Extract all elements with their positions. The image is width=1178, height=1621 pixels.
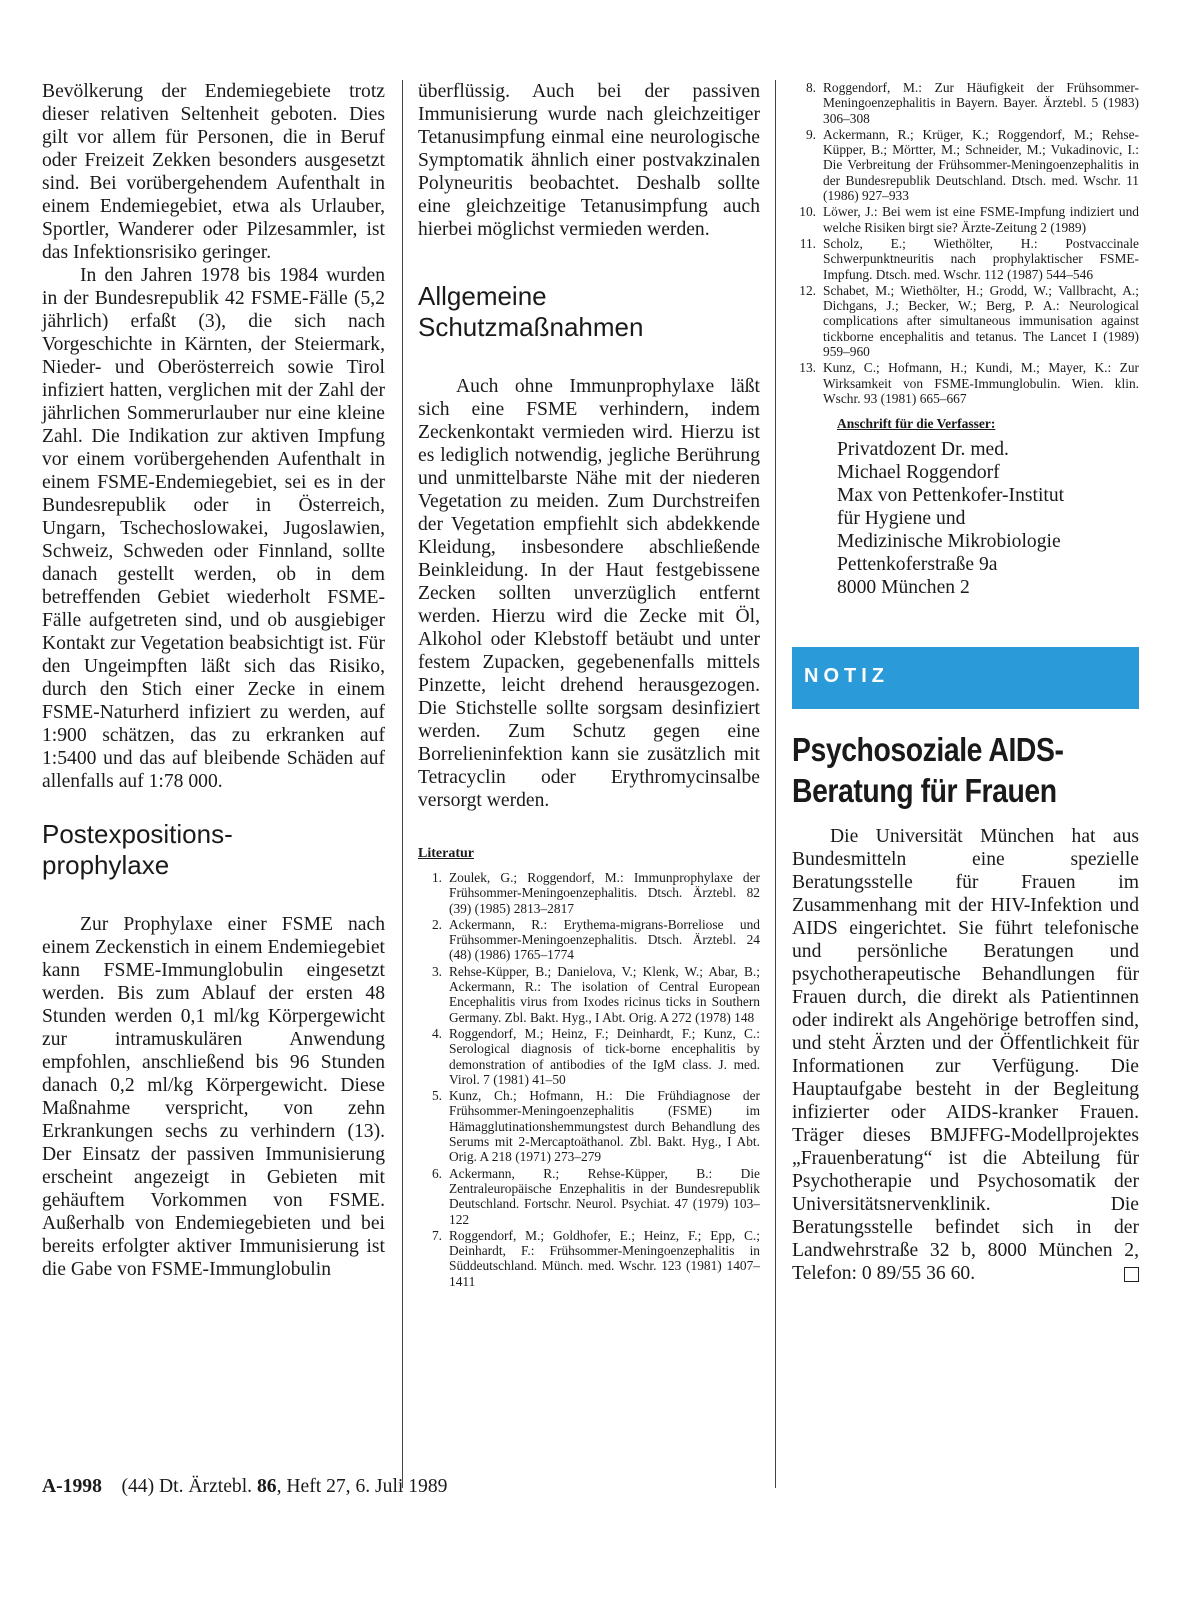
paragraph: überflüssig. Auch bei der passiven Immunisierung wurde nach gleichzeitiger Tetanusimpfung einmal eine neurologische Symptomatik ähnlich einer postvakzinalen Polyneuritis beobachtet. Deshalb sollte eine gleichzeitige Tetanusimpfung auch hierbei möglichst vermieden werden. xyxy=(418,81,760,240)
notiz-banner xyxy=(792,647,1139,709)
address-line: Privatdozent Dr. med. xyxy=(837,439,1009,461)
reference-item: 8. Roggendorf, M.: Zur Häufigkeit der Frühsommer-Meningoenzephalitis in Bayern. Bayer. Ärztebl. 5 (1983) 306–308 xyxy=(805,80,1139,126)
journal-ref: (44) Dt. Ärztebl. xyxy=(121,1476,253,1497)
reference-item: 6. Ackermann, R.; Rehse-Küpper, B.: Die Zentraleuropäische Enzephalitis in der Bundesrepublik Deutschland. Fortschr. Neurol. Psychiat. 47 (1979) 103–122 xyxy=(431,1165,760,1227)
section-heading-postexposition: Postexpositions- prophylaxe xyxy=(42,819,233,880)
notiz-title: Psychosoziale AIDS- Beratung für Frauen xyxy=(792,731,1064,810)
reference-item: 13. Kunz, C.; Hofmann, H.; Kundi, M.; Mayer, K.: Zur Wirksamkeit von FSME-Immunglobulin. Wien. klin. Wschr. 93 (1981) 665–667 xyxy=(799,360,1139,406)
paragraph: Zur Prophylaxe einer FSME nach einem Zeckenstich in einem Endemiegebiet kann FSME-Immunglobulin eingesetzt werden. Bis zum Ablauf der ersten 48 Stunden werden 0,1 ml/kg Körpergewicht zur intramuskulären Anwendung empfohlen, anschließend bis 96 Stunden danach 0,2 ml/kg Körpergewicht. Diese Maßnahme verspricht, von zehn Erkrankungen sechs zu verhindern (13). Der Einsatz der passiven Immunisierung erscheint angezeigt in Gebieten mit gehäuftem Vorkommen von FSME. Außerhalb von Endemiegebieten und bei bereits erfolgter aktiver Immunisierung ist die Gabe von FSME-Immunglobulin xyxy=(42,914,385,1280)
column-2 xyxy=(418,80,760,1290)
reference-item: 12. Schabet, M.; Wiethölter, H.; Grodd, W.; Vallbracht, A.; Dichgans, J.; Becker, W.; Berg, P. A.: Neurological complications after simultaneous immunisation against tickborne encephalitis and tetanus. The Lancet I (1989) 959–960 xyxy=(799,282,1139,360)
section-heading-schutzmassnahmen: Allgemeine Schutzmaßnahmen xyxy=(418,281,644,342)
reference-item: 11. Scholz, E.; Wiethölter, H.: Postvaccinale Schwerpunktneuritis nach prophylaktischer FSME-Impfung. Dtsch. med. Wschr. 112 (1987) 544–546 xyxy=(799,235,1139,282)
reference-item: 10. Löwer, J.: Bei wem ist eine FSME-Impfung indiziert und welche Risiken birgt sie? Ärzte-Zeitung 2 (1989) xyxy=(799,204,1139,235)
author-address xyxy=(837,438,1139,599)
reference-item: 2. Ackermann, R.: Erythema-migrans-Borreliose und Frühsommer-Meningoenzephalitis. Dtsch. Ärztebl. 24 (48) (1986) 1765–1774 xyxy=(431,916,760,963)
references-heading: Literatur xyxy=(418,846,474,861)
address-line: Pettenkoferstraße 9a xyxy=(837,554,998,576)
address-line: für Hygiene und xyxy=(837,508,966,530)
paragraph: Auch ohne Immunprophylaxe läßt sich eine FSME verhindern, indem Zeckenkontakt vermieden wird. Hierzu ist es lediglich notwendig, jegliche Berührung und unmittelbarste Nähe mit der niederen Vegetation zu meiden. Zum Durchstreifen der Vegetation empfiehlt sich abdekkende Kleidung, insbesondere abschließende Beinkleidung. In der Haut festgebissene Zecken sollten unverzüglich entfernt werden. Hierzu wird die Zecke mit Öl, Alkohol oder Klebstoff betäubt und unter festem Zupacken, gegebenenfalls mittels Pinzette, leicht drehend herausgezogen. Die Stichstelle sollte sorgsam desinfiziert werden. Zum Schutz gegen eine Borrelieninfektion kann sie zusätzlich mit Tetracyclin oder Erythromycinsalbe versorgt werden. xyxy=(418,376,760,811)
column-rule-2 xyxy=(775,80,776,1488)
reference-list-continued xyxy=(792,80,1139,406)
issue-date: , Heft 27, 6. Juli 1989 xyxy=(276,1476,448,1497)
notiz-label: NOTIZ xyxy=(804,665,889,688)
reference-item: 9. Ackermann, R.; Krüger, K.; Roggendorf, M.; Rehse-Küpper, B.; Mörtter, M.; Schneider, M.; Vukadinovic, I.: Die Verbreitung der Frühsommer-Meningoenzephalitis in der Bundesrepublik Deutschland. Dtsch. med. Wschr. 11 (1986) 927–933 xyxy=(805,126,1139,204)
column-1 xyxy=(42,80,385,1281)
page-footer xyxy=(42,1476,447,1498)
column-rule-1 xyxy=(402,80,403,1488)
end-mark-icon xyxy=(1124,1267,1139,1282)
notiz-text: Die Universität München hat aus Bundesmitteln eine spezielle Beratungsstelle für Frauen im Zusammenhang mit der HIV-Infektion und AIDS eingerichtet. Sie führt telefonische und persönliche Beratungen und psychotherapeutische Behandlungen für Frauen durch, die direkt als Patientinnen oder indirekt als Angehörige betroffen sind, und steht Ärzten und der Öffentlichkeit für Informationen zur Verfügung. Die Hauptaufgabe besteht in der Begleitung infizierter oder AIDS-kranker Frauen. Träger dieses BMJFFG-Modellprojektes „Frauenberatung“ ist die Abteilung für Psychotherapie und Psychosomatik der Universitätsnervenklinik. Die Beratungsstelle befindet sich in der Landwehrstraße 32 b, 8000 München 2, Telefon: 0 89/55 36 60. xyxy=(792,826,1139,1285)
notiz-paragraph xyxy=(792,825,1139,1285)
reference-list xyxy=(418,870,760,1289)
paragraph: Bevölkerung der Endemiegebiete trotz dieser relativen Seltenheit geboten. Dies gilt vor allem für Personen, die in Beruf oder Freizeit Zekken besonders ausgesetzt sind. Bei vorübergehendem Aufenthalt in einem Endemiegebiet, etwa als Urlauber, Sportler, Wanderer oder Pilzesammler, ist das Infektionsrisiko geringer. xyxy=(42,81,385,263)
reference-item: 5. Kunz, Ch.; Hofmann, H.: Die Frühdiagnose der Frühsommer-Meningoenzephalitis (FSME) im Hämagglutinationshemmungstest durch Behandlung des Serums mit 2-Mercaptoäthanol. Zbl. Bakt. Hyg., I Abt. Orig. A 218 (1971) 273–279 xyxy=(431,1088,760,1165)
reference-item: 1. Zoulek, G.; Roggendorf, M.: Immunprophylaxe der Frühsommer-Meningoenzephalitis. Dtsch. Ärztebl. 82 (39) (1985) 2813–2817 xyxy=(431,870,760,916)
address-heading: Anschrift für die Verfasser: xyxy=(837,416,996,432)
column-3 xyxy=(792,80,1139,1285)
reference-item: 3. Rehse-Küpper, B.; Danielova, V.; Klenk, W.; Abar, B.; Ackermann, R.: The isolation of Central European Encephalitis virus from Ixodes ricinus ticks in Southern Germany. Zbl. Bakt. Hyg., I Abt. Orig. A 272 (1978) 148 xyxy=(431,963,760,1025)
page-number: A-1998 xyxy=(42,1476,102,1497)
address-line: Max von Pettenkofer-Institut xyxy=(837,485,1065,507)
paragraph: In den Jahren 1978 bis 1984 wurden in der Bundesrepublik 42 FSME-Fälle (5,2 jährlich) erfaßt (3), die sich nach Vorgeschichte in Kärnten, der Steiermark, Nieder- und Oberösterreich sowie Tirol infiziert hatten, verglichen mit der Zahl der jährlichen Sommerurlauber nur eine kleine Zahl. Die Indikation zur aktiven Impfung vor einem vorübergehenden Aufenthalt in einem FSME-Endemiegebiet, sei es in der Bundesrepublik oder in Österreich, Ungarn, Tschechoslowakei, Jugoslawien, Schweiz, Schweden oder Finnland, sollte danach gestellt werden, ob in dem betreffenden Gebiet wiederholt FSME-Fälle aufgetreten sind, und ob ausgiebiger Kontakt zur Vegetation beabsichtigt ist. Für den Ungeimpften läßt sich das Risiko, durch den Stich einer Zecke in einem FSME-Naturherd infiziert zu werden, auf 1:900 schätzen, das zu erkranken auf 1:5400 und das auf bleibende Schäden auf allenfalls auf 1:78 000. xyxy=(42,265,385,792)
address-line: Medizinische Mikrobiologie xyxy=(837,531,1061,553)
address-line: 8000 München 2 xyxy=(837,577,970,599)
reference-item: 4. Roggendorf, M.; Heinz, F.; Deinhardt, F.; Kunz, C.: Serological diagnosis of tick-borne encephalitis by demonstration of antibodies of the IgM class. J. med. Virol. 7 (1981) 41–50 xyxy=(431,1025,760,1087)
reference-item: 7. Roggendorf, M.; Goldhofer, E.; Heinz, F.; Epp, C.; Deinhardt, F.: Frühsommer-Meningoenzephalitis in Süddeutschland. Münch. med. Wschr. 123 (1981) 1407–1411 xyxy=(431,1227,760,1289)
volume: 86 xyxy=(256,1476,277,1497)
address-line: Michael Roggendorf xyxy=(837,462,1000,484)
